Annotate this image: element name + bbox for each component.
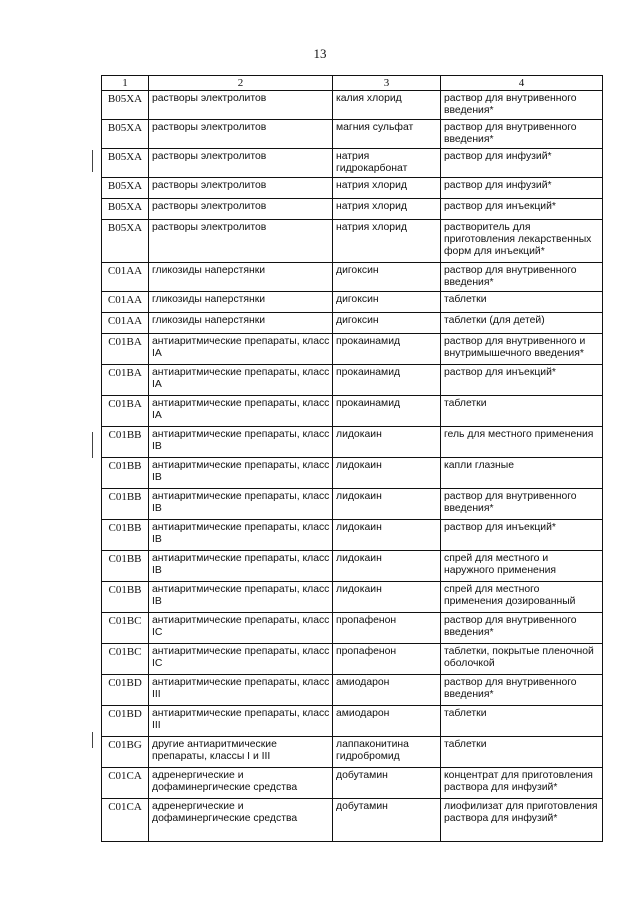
substance-cell: добутамин (333, 799, 441, 842)
dosage-form-cell: спрей для местного и наружного применения (441, 551, 603, 582)
dosage-form-cell: раствор для внутривенного введения* (441, 675, 603, 706)
table-row (102, 365, 603, 396)
code-cell: C01BA (102, 334, 149, 365)
table-row (102, 768, 603, 799)
code-cell: C01CA (102, 768, 149, 799)
substance-cell: лидокаин (333, 489, 441, 520)
table-row (102, 427, 603, 458)
dosage-form-cell: лиофилизат для приготовления раствора для инфузий* (441, 799, 603, 842)
table-row (102, 313, 603, 334)
margin-mark (92, 150, 93, 172)
substance-cell: лаппаконитина гидробромид (333, 737, 441, 768)
code-cell: C01BG (102, 737, 149, 768)
dosage-form-cell: таблетки (441, 737, 603, 768)
table-row (102, 263, 603, 292)
dosage-form-cell: раствор для внутривенного и внутримышечного введения* (441, 334, 603, 365)
substance-cell: прокаинамид (333, 365, 441, 396)
dosage-form-cell: капли глазные (441, 458, 603, 489)
page-number: 13 (313, 46, 327, 61)
dosage-form-cell: концентрат для приготовления раствора для инфузий* (441, 768, 603, 799)
code-cell: C01BC (102, 613, 149, 644)
group-cell: растворы электролитов (149, 91, 333, 120)
dosage-form-cell: таблетки (441, 396, 603, 427)
group-cell: антиаритмические препараты, класс IA (149, 365, 333, 396)
margin-mark (92, 732, 93, 748)
substance-cell: лидокаин (333, 520, 441, 551)
table-row (102, 799, 603, 842)
substance-cell: натрия хлорид (333, 199, 441, 220)
group-cell: антиаритмические препараты, класс IB (149, 427, 333, 458)
table-row (102, 737, 603, 768)
group-cell: антиаритмические препараты, класс IB (149, 520, 333, 551)
table-row (102, 551, 603, 582)
dosage-form-cell: раствор для инъекций* (441, 365, 603, 396)
code-cell: B05XA (102, 91, 149, 120)
code-cell: C01AA (102, 313, 149, 334)
substance-cell: прокаинамид (333, 396, 441, 427)
table-row (102, 675, 603, 706)
table-row (102, 120, 603, 149)
table-row (102, 706, 603, 737)
group-cell: растворы электролитов (149, 149, 333, 178)
group-cell: гликозиды наперстянки (149, 313, 333, 334)
substance-cell: дигоксин (333, 263, 441, 292)
dosage-form-cell: раствор для внутривенного введения* (441, 120, 603, 149)
substance-cell: прокаинамид (333, 334, 441, 365)
table-body (102, 91, 603, 842)
code-cell: C01BB (102, 427, 149, 458)
dosage-form-cell: раствор для инъекций* (441, 520, 603, 551)
table-row (102, 292, 603, 313)
table-row (102, 644, 603, 675)
code-cell: B05XA (102, 199, 149, 220)
substance-cell: натрия гидрокарбонат (333, 149, 441, 178)
group-cell: антиаритмические препараты, класс IA (149, 396, 333, 427)
dosage-form-cell: раствор для внутривенного введения* (441, 489, 603, 520)
table-row (102, 613, 603, 644)
group-cell: адренергические и дофаминергические средства (149, 768, 333, 799)
code-cell: B05XA (102, 120, 149, 149)
group-cell: другие антиаритмические препараты, классы I и III (149, 737, 333, 768)
code-cell: C01BB (102, 582, 149, 613)
margin-mark (92, 432, 93, 458)
group-cell: антиаритмические препараты, класс IB (149, 458, 333, 489)
table-row (102, 334, 603, 365)
code-cell: C01BB (102, 489, 149, 520)
code-cell: B05XA (102, 149, 149, 178)
table-row (102, 582, 603, 613)
code-cell: C01AA (102, 292, 149, 313)
code-cell: C01BD (102, 675, 149, 706)
dosage-form-cell: таблетки, покрытые пленочной оболочкой (441, 644, 603, 675)
medicines-table (101, 75, 603, 842)
dosage-form-cell: спрей для местного применения дозированный (441, 582, 603, 613)
code-cell: C01BB (102, 458, 149, 489)
group-cell: растворы электролитов (149, 199, 333, 220)
group-cell: растворы электролитов (149, 178, 333, 199)
table-row (102, 178, 603, 199)
substance-cell: натрия хлорид (333, 220, 441, 263)
group-cell: гликозиды наперстянки (149, 292, 333, 313)
column-header: 2 (149, 76, 333, 91)
code-cell: C01BC (102, 644, 149, 675)
table-row (102, 396, 603, 427)
substance-cell: добутамин (333, 768, 441, 799)
table-row (102, 220, 603, 263)
code-cell: C01BB (102, 520, 149, 551)
column-header: 4 (441, 76, 603, 91)
substance-cell: лидокаин (333, 551, 441, 582)
group-cell: антиаритмические препараты, класс IC (149, 613, 333, 644)
dosage-form-cell: таблетки (для детей) (441, 313, 603, 334)
column-header: 3 (333, 76, 441, 91)
dosage-form-cell: раствор для инъекций* (441, 199, 603, 220)
group-cell: растворы электролитов (149, 120, 333, 149)
substance-cell: лидокаин (333, 458, 441, 489)
code-cell: C01AA (102, 263, 149, 292)
substance-cell: дигоксин (333, 313, 441, 334)
code-cell: B05XA (102, 178, 149, 199)
code-cell: B05XA (102, 220, 149, 263)
code-cell: C01BA (102, 365, 149, 396)
dosage-form-cell: раствор для внутривенного введения* (441, 263, 603, 292)
code-cell: C01CA (102, 799, 149, 842)
dosage-form-cell: гель для местного применения (441, 427, 603, 458)
dosage-form-cell: растворитель для приготовления лекарственных форм для инъекций* (441, 220, 603, 263)
code-cell: C01BD (102, 706, 149, 737)
table-row (102, 91, 603, 120)
table-row (102, 520, 603, 551)
substance-cell: амиодарон (333, 675, 441, 706)
substance-cell: магния сульфат (333, 120, 441, 149)
substance-cell: дигоксин (333, 292, 441, 313)
substance-cell: амиодарон (333, 706, 441, 737)
dosage-form-cell: таблетки (441, 292, 603, 313)
substance-cell: пропафенон (333, 613, 441, 644)
substance-cell: натрия хлорид (333, 178, 441, 199)
column-header: 1 (102, 76, 149, 91)
substance-cell: лидокаин (333, 582, 441, 613)
code-cell: C01BB (102, 551, 149, 582)
group-cell: адренергические и дофаминергические средства (149, 799, 333, 842)
table-row (102, 149, 603, 178)
dosage-form-cell: раствор для инфузий* (441, 178, 603, 199)
group-cell: антиаритмические препараты, класс III (149, 675, 333, 706)
group-cell: антиаритмические препараты, класс IB (149, 582, 333, 613)
group-cell: антиаритмические препараты, класс IC (149, 644, 333, 675)
code-cell: C01BA (102, 396, 149, 427)
group-cell: растворы электролитов (149, 220, 333, 263)
group-cell: антиаритмические препараты, класс IA (149, 334, 333, 365)
table-row (102, 199, 603, 220)
group-cell: гликозиды наперстянки (149, 263, 333, 292)
dosage-form-cell: таблетки (441, 706, 603, 737)
dosage-form-cell: раствор для внутривенного введения* (441, 91, 603, 120)
table-row (102, 458, 603, 489)
substance-cell: калия хлорид (333, 91, 441, 120)
substance-cell: пропафенон (333, 644, 441, 675)
group-cell: антиаритмические препараты, класс IB (149, 489, 333, 520)
group-cell: антиаритмические препараты, класс III (149, 706, 333, 737)
dosage-form-cell: раствор для внутривенного введения* (441, 613, 603, 644)
substance-cell: лидокаин (333, 427, 441, 458)
dosage-form-cell: раствор для инфузий* (441, 149, 603, 178)
group-cell: антиаритмические препараты, класс IB (149, 551, 333, 582)
table-row (102, 489, 603, 520)
table-header-row (102, 76, 603, 91)
